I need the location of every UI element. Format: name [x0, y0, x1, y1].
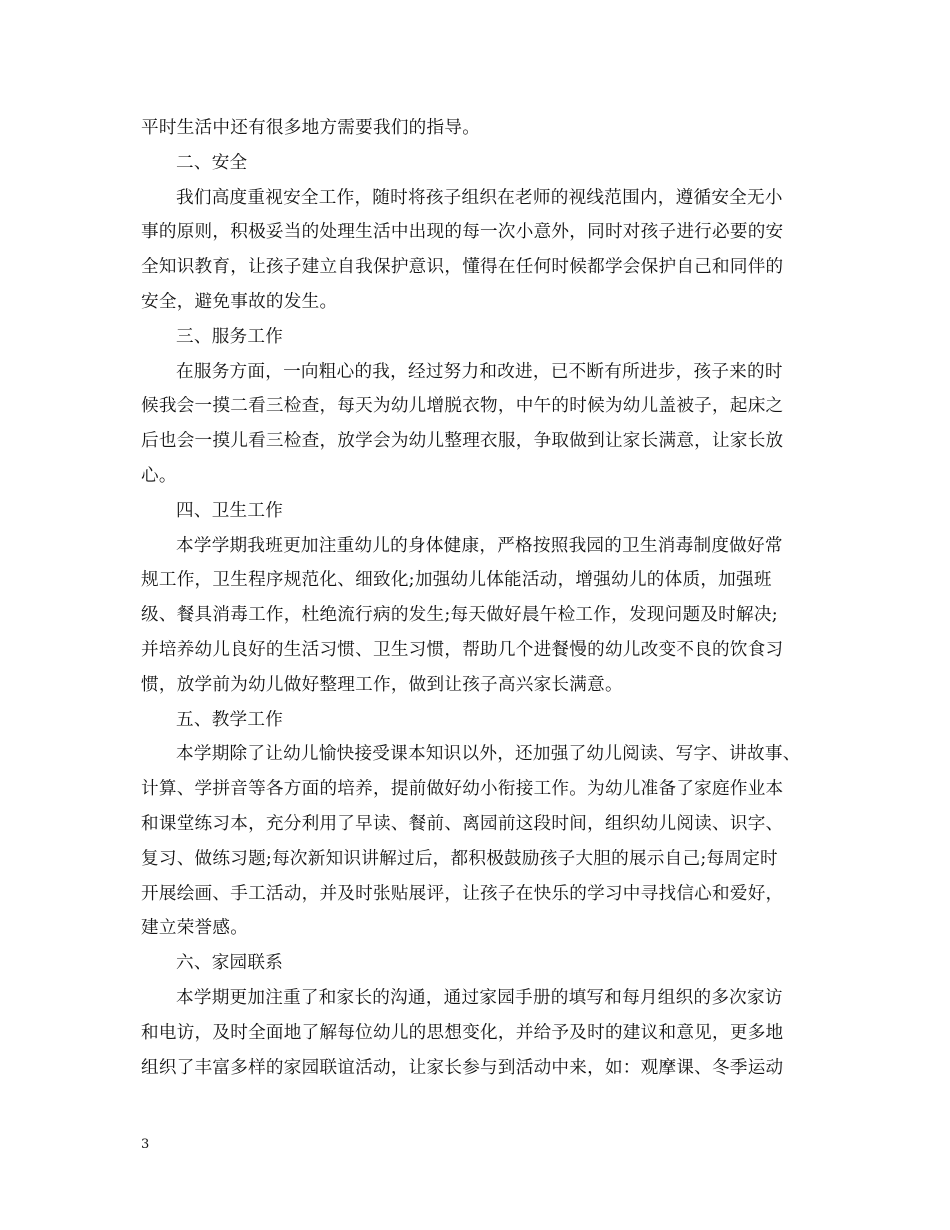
paragraph-line: 规工作，卫生程序规范化、细致化;加强幼儿体能活动，增强幼儿的体质，加强班 [141, 570, 772, 591]
paragraph-line: 组织了丰富多样的家园联谊活动，让家长参与到活动中来，如：观摩课、冬季运动 [141, 1057, 784, 1078]
paragraph-line: 安全，避免事故的发生。 [141, 291, 338, 312]
paragraph-first-line: 五、教学工作 [176, 709, 284, 730]
paragraph-line: 计算、学拼音等各方面的培养，提前做好幼小衔接工作。为幼儿准备了家庭作业本 [141, 779, 784, 800]
paragraph-line: 平时生活中还有很多地方需要我们的指导。 [141, 118, 481, 138]
paragraph-line: 复习、做练习题;每次新知识讲解过后，都积极鼓励孩子大胆的展示自己;每周定时 [141, 848, 778, 869]
document-body [141, 111, 831, 1085]
paragraph-first-line: 我们高度重视安全工作，随时将孩子组织在老师的视线范围内，遵循安全无小 [176, 187, 783, 208]
paragraph-first-line: 本学学期我班更加注重幼儿的身体健康，严格按照我园的卫生消毒制度做好常 [176, 535, 783, 556]
paragraph-line: 和课堂练习本，充分利用了早读、餐前、离园前这段时间，组织幼儿阅读、识字、 [141, 813, 784, 834]
paragraph-first-line: 本学期除了让幼儿愉快接受课本知识以外，还加强了幼儿阅读、写字、讲故事、 [176, 744, 801, 765]
page-number: 3 [141, 1137, 150, 1152]
paragraph-line: 后也会一摸儿看三检查，放学会为幼儿整理衣服，争取做到让家长满意，让家长放 [141, 431, 784, 452]
paragraph-line: 建立荣誉感。 [141, 918, 249, 939]
paragraph-first-line: 六、家园联系 [176, 953, 284, 974]
paragraph-first-line: 二、安全 [176, 152, 248, 173]
paragraph-first-line: 在服务方面，一向粗心的我，经过努力和改进，已不断有所进步，孩子来的时 [176, 361, 783, 382]
paragraph-line: 和电访，及时全面地了解每位幼儿的思想变化，并给予及时的建议和意见，更多地 [141, 1022, 784, 1043]
paragraph-line: 心。 [141, 465, 177, 486]
paragraph-line: 候我会一摸二看三检查，每天为幼儿增脱衣物，中午的时候为幼儿盖被子，起床之 [141, 396, 784, 417]
paragraph-first-line: 三、服务工作 [176, 326, 284, 347]
paragraph-line: 并培养幼儿良好的生活习惯、卫生习惯，帮助几个进餐慢的幼儿改变不良的饮食习 [141, 639, 784, 660]
paragraph-line: 惯，放学前为幼儿做好整理工作，做到让孩子高兴家长满意。 [141, 674, 623, 695]
paragraph-line: 开展绘画、手工活动，并及时张贴展评，让孩子在快乐的学习中寻找信心和爱好， [141, 883, 784, 904]
paragraph-line: 全知识教育，让孩子建立自我保护意识，懂得在任何时候都学会保护自己和同伴的 [141, 257, 784, 278]
paragraph-first-line: 本学期更加注重了和家长的沟通，通过家园手册的填写和每月组织的多次家访 [176, 987, 783, 1008]
paragraph-line: 级、餐具消毒工作，杜绝流行病的发生;每天做好晨午检工作，发现问题及时解决; [141, 605, 778, 626]
paragraph-line: 事的原则，积极妥当的处理生活中出现的每一次小意外，同时对孩子进行必要的安 [141, 222, 784, 243]
paragraph-first-line: 四、卫生工作 [176, 500, 284, 521]
